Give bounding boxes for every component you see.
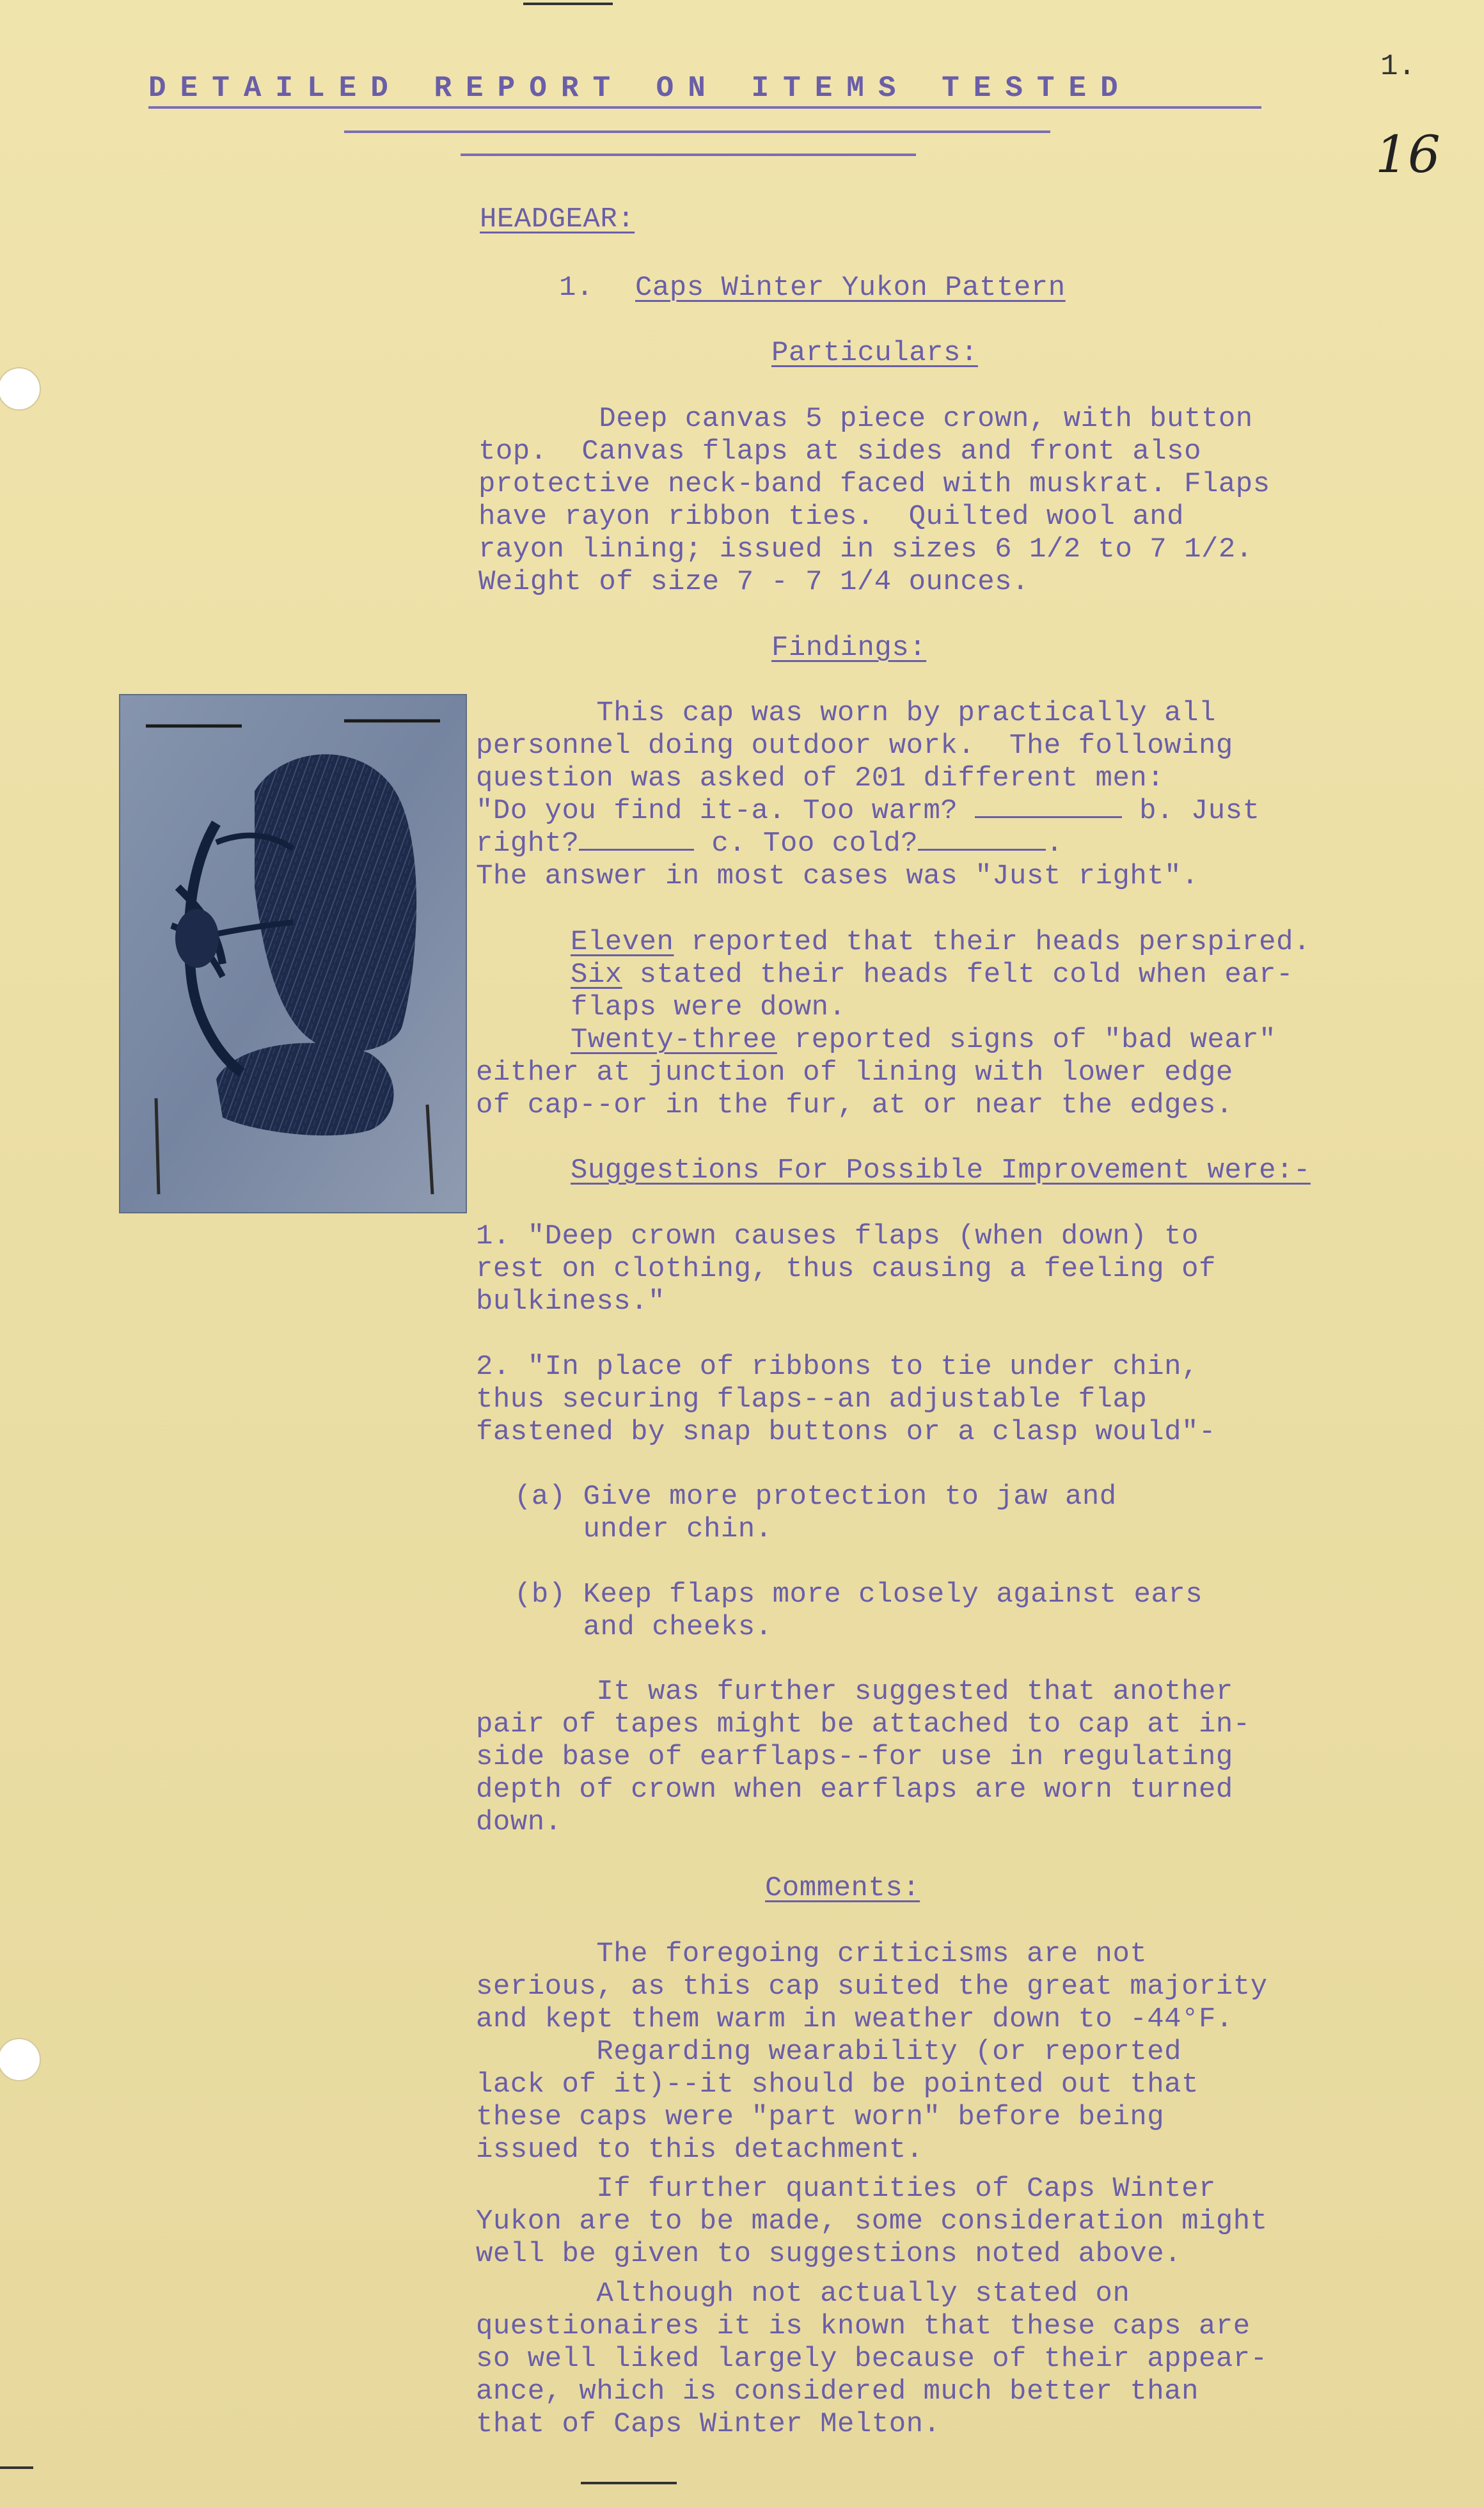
comments-paragraph-1: The foregoing criticisms are not serious, as this cap suited the great majority and kept them warm in weather down to -44°F.: [476, 1938, 1268, 2035]
bottom-edge-mark: [581, 2482, 677, 2484]
comments-paragraph-4: Although not actually stated on questionaires it is known that these caps are so well liked largely because of their appear- ance, which is considered much better than that of Caps Winter Melton.: [476, 2278, 1268, 2440]
particulars-text: Deep canvas 5 piece crown, with button top. Canvas flaps at sides and front also protective neck-band faced with muskrat. Flaps have rayon ribbon ties. Quilted wool and rayon lining; issued in sizes 6 1/2 to 7 1/2. Weight of size 7 - 7 1/4 ounces.: [478, 403, 1270, 598]
comments-paragraph-2: Regarding wearability (or reported lack of it)--it should be pointed out that these caps were "part worn" before being issued to this detachment.: [476, 2036, 1199, 2166]
findings-intro: This cap was worn by practically all personnel doing outdoor work. The following question was asked of 201 different men:: [476, 697, 1233, 794]
title-underline-3: [461, 154, 916, 156]
section-heading: HEADGEAR:: [480, 203, 635, 235]
findings-question-line-2: right? c. Too cold? .: [476, 828, 1064, 860]
item-number: 1.: [559, 272, 594, 304]
handwritten-number: 16: [1375, 125, 1441, 184]
findings-six: Six stated their heads felt cold when ear-: [571, 959, 1293, 991]
punch-hole-top: [0, 367, 41, 411]
findings-answer: The answer in most cases was "Just right".: [476, 860, 1199, 892]
punch-hole-bottom: [0, 2038, 41, 2081]
suggestion-1: 1. "Deep crown causes flaps (when down) to rest on clothing, thus causing a feeling of bulkiness.": [476, 1220, 1216, 1318]
findings-question-line-1: "Do you find it-a. Too warm? b. Just: [476, 795, 1260, 827]
cap-photograph: [119, 694, 467, 1213]
page-title: DETAILED REPORT ON ITEMS TESTED: [148, 72, 1132, 105]
particulars-heading: Particulars:: [771, 337, 978, 369]
top-edge-mark: [523, 3, 613, 5]
suggestion-2b: (b) Keep flaps more closely against ears and cheeks.: [514, 1579, 1203, 1643]
bottom-left-edge-mark: [0, 2466, 33, 2469]
findings-eleven: Eleven reported that their heads perspired.: [571, 926, 1311, 958]
suggestions-heading: Suggestions For Possible Improvement were:-: [571, 1155, 1311, 1187]
findings-twenty-three: Twenty-three reported signs of "bad wear": [571, 1024, 1277, 1056]
suggestions-further: It was further suggested that another pair of tapes might be attached to cap at in- side base of earflaps--for use in regulating depth of crown when earflaps are worn turned down.: [476, 1676, 1251, 1838]
findings-twenty-three-line-3: of cap--or in the fur, at or near the edges.: [476, 1089, 1233, 1121]
title-underline-1: [148, 106, 1261, 109]
suggestion-2: 2. "In place of ribbons to tie under chin, thus securing flaps--an adjustable flap fastened by snap buttons or a clasp would"-: [476, 1351, 1216, 1448]
comments-paragraph-3: If further quantities of Caps Winter Yukon are to be made, some consideration might well be given to suggestions noted above.: [476, 2173, 1268, 2270]
findings-six-line-2: flaps were down.: [571, 991, 846, 1023]
cap-illustration: [120, 695, 466, 1212]
title-underline-2: [344, 130, 1050, 133]
comments-heading: Comments:: [765, 1872, 920, 1904]
findings-heading: Findings:: [771, 632, 927, 664]
item-name: Caps Winter Yukon Pattern: [635, 272, 1066, 304]
findings-twenty-three-line-2: either at junction of lining with lower edge: [476, 1057, 1233, 1089]
suggestion-2a: (a) Give more protection to jaw and under chin.: [514, 1481, 1117, 1545]
page-number: 1.: [1380, 50, 1416, 83]
